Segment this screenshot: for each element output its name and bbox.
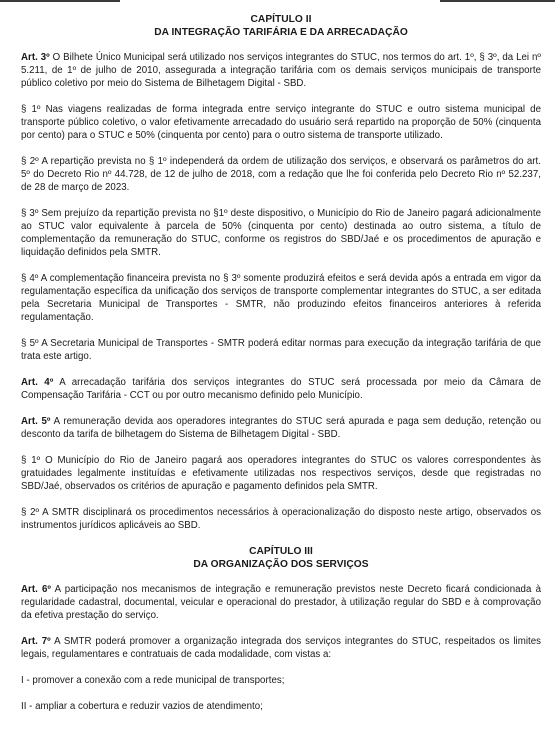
chapter-2-subtitle: DA INTEGRAÇÃO TARIFÁRIA E DA ARRECADAÇÃO bbox=[154, 27, 408, 38]
art-3-par-3: § 3º Sem prejuízo da repartição prevista no §1º deste dispositivo, o Município do Rio de Janeiro pagará adicionalmente ao STUC valor equivalente à parcela de 50% (cinquenta por cento) destinada ao outro sistema, a título de complementação da remuneração do STUC, conforme os registros do SBD/Jaé e os procedimentos de apuração e liquidação definidos pela SMTR. bbox=[21, 208, 541, 258]
art-7-paragraph bbox=[21, 635, 541, 661]
chapter-3-title: CAPÍTULO III bbox=[249, 546, 313, 557]
document-page bbox=[21, 13, 541, 713]
paragraph-text: O Bilhete Único Municipal será utilizado nos serviços integrantes do STUC, nos termos do art. 1º, § 3º, da Lei nº 5.211, de 1º de julho de 2010, assegurada a integração tarifária com os demais serviços municipais de transporte público coletivo por meio do Sistema de Bilhetagem Digital - SBD. bbox=[21, 52, 541, 89]
paragraph-text: A arrecadação tarifária dos serviços integrantes do STUC será processada por meio da Câmara de Compensação Tarifária - CCT ou por outro mecanismo definido pelo Município. bbox=[21, 377, 541, 401]
article-label: Art. 5º bbox=[21, 416, 51, 427]
paragraph-text: A participação nos mecanismos de integração e remuneração previstos neste Decreto ficará condicionada à regularidade cadastral, documental, veicular e operacional do prestador, à utilização regular do SBD e à comprovação da efetiva prestação do serviço. bbox=[21, 584, 541, 621]
art-3-par-1: § 1º Nas viagens realizadas de forma integrada entre serviço integrante do STUC e outro sistema municipal de transporte público coletivo, o valor efetivamente arrecadado do usuário será repartido na proporção de 50% (cinquenta por cento) para o STUC e 50% (cinquenta por cento) para o outro sistema de transporte utilizado. bbox=[21, 104, 541, 141]
paragraph-text: A SMTR poderá promover a organização integrada dos serviços integrantes do STUC, respeitados os limites legais, regulamentares e contratuais de cada modalidade, com vistas a: bbox=[21, 636, 542, 660]
art-6-paragraph bbox=[21, 583, 541, 622]
article-label: Art. 4º bbox=[21, 377, 54, 388]
chapter-3-subtitle: DA ORGANIZAÇÃO DOS SERVIÇOS bbox=[193, 559, 369, 570]
article-label: Art. 7º bbox=[21, 636, 51, 647]
art-5-paragraph bbox=[21, 415, 541, 441]
article-label: Art. 3º bbox=[21, 52, 50, 63]
chapter-2-title: CAPÍTULO II bbox=[250, 14, 312, 25]
article-label: Art. 6º bbox=[21, 584, 51, 595]
art-3-par-5: § 5º A Secretaria Municipal de Transportes - SMTR poderá editar normas para execução da integração tarifária de que trata este artigo. bbox=[21, 338, 541, 362]
art-5-par-1: § 1º O Município do Rio de Janeiro pagará aos operadores integrantes do STUC os valores correspondentes às gratuidades legalmente instituídas e efetivamente utilizadas nos respectivos serviços, desde que registradas no SBD/Jaé, observados os critérios de apuração e pagamento definidos pela SMTR. bbox=[21, 455, 541, 492]
art-3-par-2: § 2º A repartição prevista no § 1º independerá da ordem de utilização dos serviços, e observará os parâmetros do art. 5º do Decreto Rio nº 44.728, de 12 de julho de 2018, com a redação que lhe foi conferida pelo Decreto Rio nº 52.237, de 28 de março de 2023. bbox=[21, 156, 541, 193]
top-border bbox=[0, 0, 555, 3]
art-7-item-2: II - ampliar a cobertura e reduzir vazios de atendimento; bbox=[21, 701, 263, 712]
art-4-paragraph bbox=[21, 376, 541, 402]
art-3-paragraph bbox=[21, 51, 541, 90]
art-7-item-1: I - promover a conexão com a rede municipal de transportes; bbox=[21, 675, 285, 686]
art-5-par-2: § 2º A SMTR disciplinará os procedimentos necessários à operacionalização do disposto neste artigo, observados os instrumentos jurídicos aplicáveis ao SBD. bbox=[21, 507, 541, 531]
paragraph-text: A remuneração devida aos operadores integrantes do STUC será apurada e paga sem dedução, retenção ou desconto da tarifa de bilhetagem do Sistema de Bilhetagem Digital - SBD. bbox=[21, 416, 541, 440]
art-3-par-4: § 4º A complementação financeira prevista no § 3º somente produzirá efeitos e será devida após a entrada em vigor da regulamentação específica da unificação dos serviços de transporte complementar integrantes do STUC, a ser editada pela Secretaria Municipal de Transportes - SMTR, não produzindo efeitos financeiros anteriores à referida regulamentação. bbox=[21, 273, 541, 323]
